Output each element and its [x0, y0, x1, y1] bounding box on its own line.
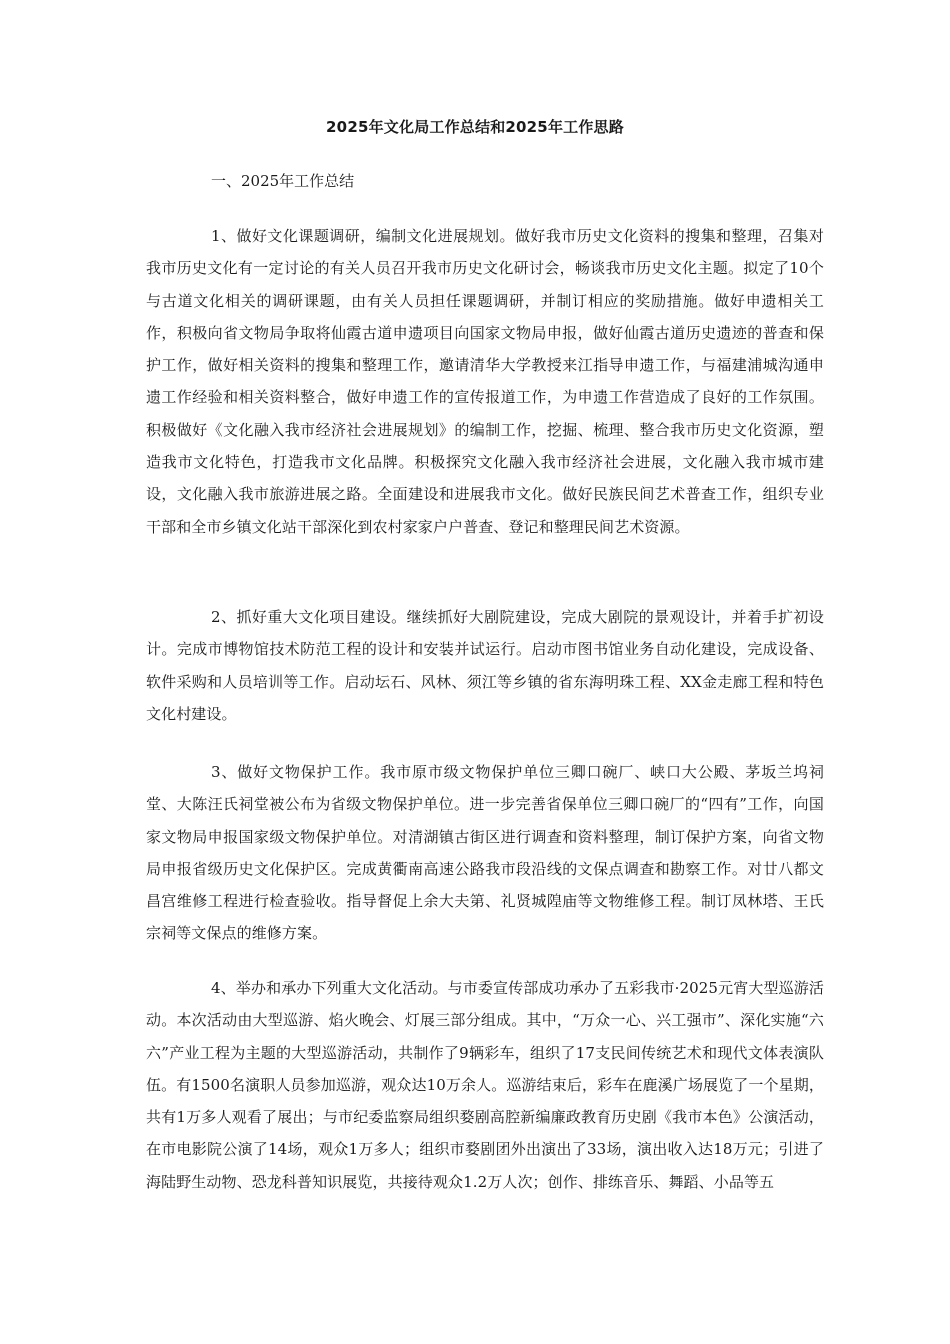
paragraph-1-research-planning: 1、做好文化课题调研，编制文化进展规划。做好我市历史文化资料的搜集和整理，召集对我市历史文化有一定讨论的有关人员召开我市历史文化研讨会，畅谈我市历史文化主题。拟定了10个与古道文化相关的调研课题，由有关人员担任课题调研，并制订相应的奖励措施。做好申遗相关工作，积极向省文物局争取将仙霞古道申遗项目向国家文物局申报，做好仙霞古道历史遗迹的普查和保护工作，做好相关资料的搜集和整理工作，邀请清华大学教授来江指导申遗工作，与福建浦城沟通申遗工作经验和相关资料整合，做好申遗工作的宣传报道工作，为申遗工作营造成了良好的工作氛围。积极做好《文化融入我市经济社会进展规划》的编制工作，挖掘、梳理、整合我市历史文化资源，塑造我市文化特色，打造我市文化品牌。积极探究文化融入我市经济社会进展，文化融入我市城市建设，文化融入我市旅游进展之路。全面建设和进展我市文化。做好民族民间艺术普查工作，组织专业干部和全市乡镇文化站干部深化到农村家家户户普查、登记和整理民间艺术资源。 [146, 227, 824, 536]
section-heading: 一、2025年工作总结 [211, 172, 355, 190]
document-title: 2025年文化局工作总结和2025年工作思路 [326, 118, 624, 136]
paragraph-3-heritage-protection: 3、做好文物保护工作。我市原市级文物保护单位三卿口碗厂、峡口大公殿、茅坂兰坞祠堂、大陈汪氏祠堂被公布为省级文物保护单位。进一步完善省保单位三卿口碗厂的“四有”工作，向国家文物局申报国家级文物保护单位。对清湖镇古街区进行调查和资料整理，制订保护方案，向省文物局申报省级历史文化保护区。完成黄衢南高速公路我市段沿线的文保点调查和勘察工作。对廿八都文昌宫维修工程进行检查验收。指导督促上余大夫第、礼贤城隍庙等文物维修工程。制订凤林塔、王氏宗祠等文保点的维修方案。 [146, 763, 824, 943]
paragraph-4-cultural-events: 4、举办和承办下列重大文化活动。与市委宣传部成功承办了五彩我市·2025元宵大型巡游活动。本次活动由大型巡游、焰火晚会、灯展三部分组成。其中，“万众一心、兴工强市”、深化实施“六六”产业工程为主题的大型巡游活动，共制作了9辆彩车，组织了17支民间传统艺术和现代文体表演队伍。有1500名演职人员参加巡游，观众达10万余人。巡游结束后，彩车在鹿溪广场展览了一个星期，共有1万多人观看了展出；与市纪委监察局组织婺剧高腔新编廉政教育历史剧《我市本色》公演活动，在市电影院公演了14场，观众1万多人；组织市婺剧团外出演出了33场，演出收入达18万元；引进了海陆野生动物、恐龙科普知识展览，共接待观众1.2万人次；创作、排练音乐、舞蹈、小品等五 [146, 979, 824, 1191]
paragraph-2-major-projects: 2、抓好重大文化项目建设。继续抓好大剧院建设，完成大剧院的景观设计，并着手扩初设计。完成市博物馆技术防范工程的设计和安装并试运行。启动市图书馆业务自动化建设，完成设备、软件采购和人员培训等工作。启动坛石、风林、须江等乡镇的省东海明珠工程、XX金走廊工程和特色文化村建设。 [146, 608, 824, 723]
